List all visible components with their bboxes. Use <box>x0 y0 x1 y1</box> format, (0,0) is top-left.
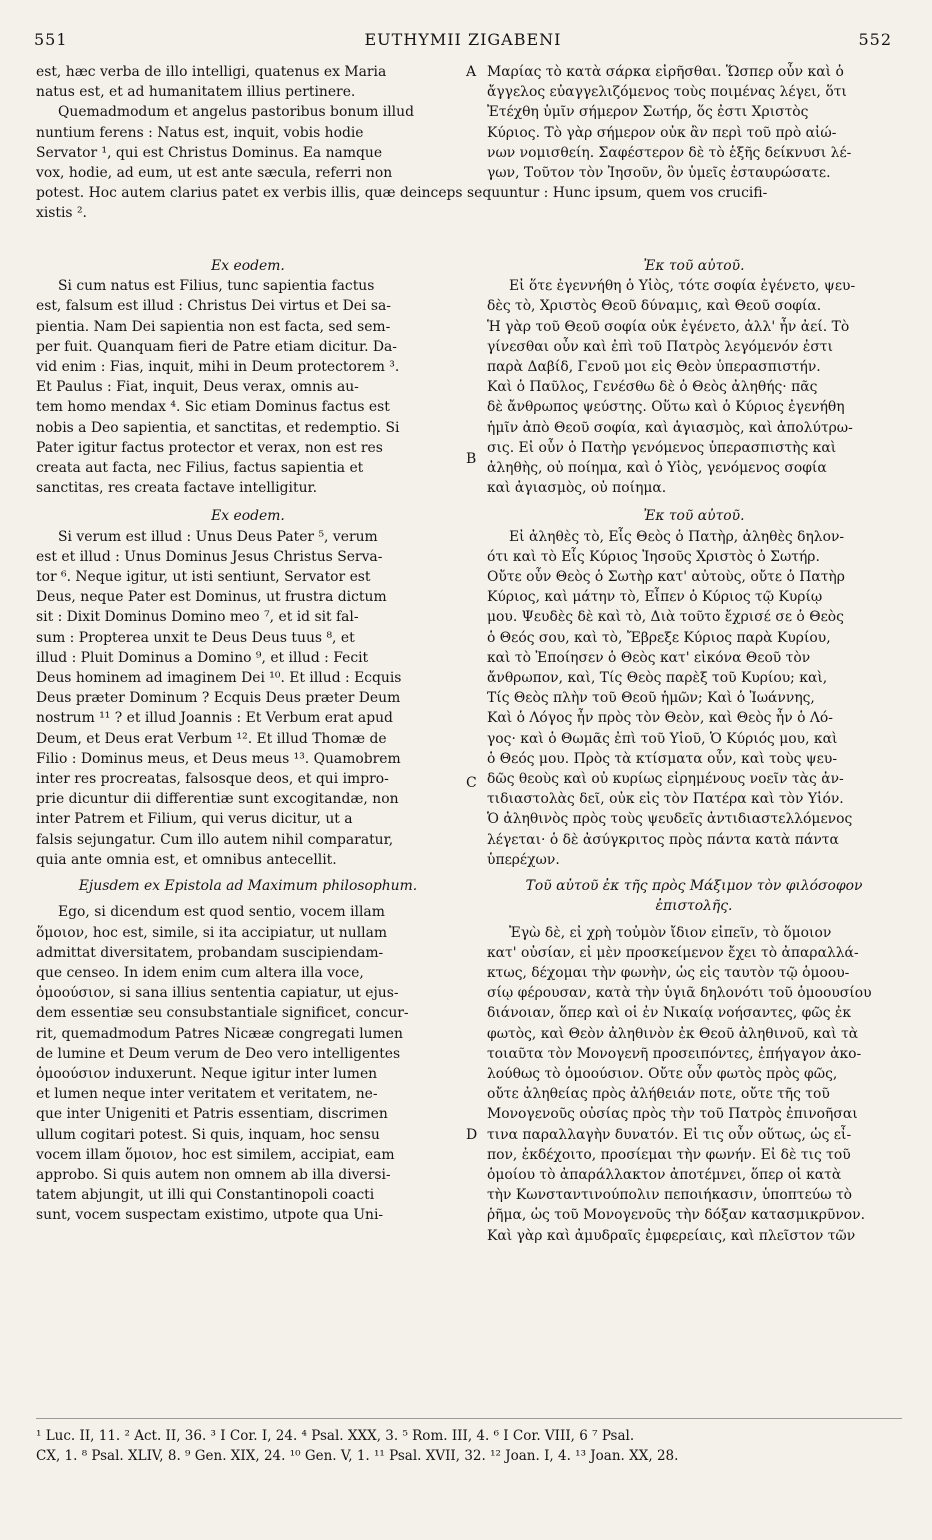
text-line: Pater igitur factus protector et verax, non est res <box>36 439 383 456</box>
text-line: inter Patrem et Filium, qui verus dicitur, ut a <box>36 811 353 828</box>
text-line: ῥῆμα, ὡς τοῦ Μονογενοῦς τὴν δόξαν κατασμικρῦνον. <box>487 1207 866 1224</box>
section-heading: Ἐκ τοῦ αὐτοῦ. <box>643 508 745 525</box>
text-line: illud : Pluit Dominus a Domino ⁹, et illud : Fecit <box>36 649 369 666</box>
section-heading: ἐπιστολῆς. <box>655 898 733 915</box>
section-heading: Ἐκ τοῦ αὐτοῦ. <box>643 258 745 274</box>
text-line: tatem abjungit, ut illi qui Constantinopoli coacti <box>36 1187 375 1204</box>
text-line: que censeo. In idem enim cum altera illa voce, <box>36 964 364 981</box>
text-line: que inter Unigeniti et Patris essentiam, discrimen <box>36 1106 388 1123</box>
text-line: Deus, neque Pater est Dominus, ut frustra dictum <box>36 589 387 606</box>
section-heading: Ex eodem. <box>211 508 285 525</box>
text-line: Deus hominem ad imaginem Dei ¹⁰. Et illud : Ecquis <box>36 670 402 687</box>
page-number-right: 552 <box>858 30 892 49</box>
text-line: Deum, et Deus erat Verbum ¹². Et illud Thomæ de <box>36 730 387 747</box>
text-line: est et illud : Unus Dominus Jesus Christus Serva- <box>36 548 383 565</box>
margin-marker-c: C <box>466 775 477 791</box>
text-line: σίῳ φέρουσαν, κατὰ τὴν ὑγιᾶ δηλονότι τοῦ ὁμοουσίου <box>487 985 872 1002</box>
text-line: inter res procreatas, falsosque deos, et qui impro- <box>36 771 389 788</box>
text-line: vox, hodie, ad eum, ut est ante sæcula, referri non <box>36 165 393 182</box>
text-line: tor ⁶. Neque igitur, ut isti sentiunt, Servator est <box>36 569 371 586</box>
text-line: Μονογενοῦς οὐσίας πρὸς τὴν τοῦ Πατρὸς ἐπινοῆσαι <box>487 1106 858 1123</box>
text-line: τοιαῦτα τὸν Μονογενῆ προσειπόντες, ἐπήγαγον ἀκο- <box>487 1045 862 1062</box>
section-heading: Τοῦ αὐτοῦ ἐκ τῆς πρὸς Μάξιμον τὸν φιλόσοφον <box>525 878 863 895</box>
text-line: et lumen neque inter veritatem et veritatem, ne- <box>36 1086 378 1103</box>
text-line: γος· καὶ ὁ Θωμᾶς ἐπὶ τοῦ Υἱοῦ, Ὁ Κύριός μου, καὶ <box>487 730 838 747</box>
text-line: καὶ ἁγιασμὸς, οὐ ποίημα. <box>487 480 667 497</box>
running-header <box>34 30 892 56</box>
text-line: νων νομισθείη. Σαφέστερον δὲ τὸ ἑξῆς δείκνυσι λέ- <box>487 144 852 161</box>
text-line: Ἐγὼ δὲ, εἰ χρὴ τοὐμὸν ἴδιον εἰπεῖν, τὸ ὅμοιον <box>509 924 832 941</box>
text-line: Deus præter Dominum ? Ecquis Deus præter Deum <box>36 690 401 707</box>
footnotes <box>36 1426 902 1466</box>
text-line: δὲ ἄνθρωπος ψεύστης. Οὕτω καὶ ὁ Κύριος ἐγενήθη <box>487 399 845 416</box>
text-line: κατ' οὐσίαν, εἰ μὲν προσκείμενον ἔχει τὸ ἀπαραλλά- <box>487 944 859 961</box>
text-line: πον, ἐκδέχοιτο, προσίεμαι τὴν φωνήν. Εἰ δὲ τις τοῦ <box>487 1146 851 1163</box>
footnote-rule <box>36 1418 902 1419</box>
text-line: est, hæc verba de illo intelligi, quatenus ex Maria <box>36 64 387 80</box>
text-line: xistis ². <box>36 205 87 222</box>
text-line: sit : Dixit Dominus Domino meo ⁷, et id sit fal- <box>36 609 359 626</box>
section-heading: Ejusdem ex Epistola ad Maximum philosophum. <box>78 878 418 895</box>
text-line: Εἰ ὅτε ἐγεννήθη ὁ Υἱὸς, τότε σοφία ἐγένετο, ψευ- <box>509 278 856 295</box>
full-width-block <box>36 183 902 223</box>
text-line: Καὶ ὁ Λόγος ἦν πρὸς τὸν Θεὸν, καὶ Θεὸς ἦν ὁ Λό- <box>487 710 833 727</box>
text-line: ἀληθὴς, οὐ ποίημα, καὶ ὁ Υἱὸς, γενόμενος σοφία <box>487 460 827 477</box>
text-line: Τίς Θεὸς πλὴν τοῦ Θεοῦ ἡμῶν; Καὶ ὁ Ἰωάννης, <box>487 690 815 707</box>
text-line: δὲς τὸ, Χριστὸς Θεοῦ δύναμις, καὶ Θεοῦ σοφία. <box>487 298 822 315</box>
greek-column <box>487 256 901 1246</box>
text-line: λούθως τὸ ὁμοούσιον. Οὔτε οὖν φωτὸς πρὸς φῶς, <box>487 1065 838 1082</box>
text-line: natus est, et ad humanitatem illius pertinere. <box>36 84 356 101</box>
text-line: quia ante omnia est, et omnibus antecellit. <box>36 851 337 868</box>
margin-marker-a: A <box>466 64 477 80</box>
text-line: admittat diversitatem, probandam suscipiendam- <box>36 944 384 961</box>
text-line: διάνοιαν, ὅπερ καὶ οἱ ἐν Νικαίᾳ νοήσαντες, φῶς ἐκ <box>487 1005 852 1022</box>
text-line: dem essentiæ seu consubstantiale significet, concur- <box>36 1005 409 1022</box>
text-line: tem homo mendax ⁴. Sic etiam Dominus factus est <box>36 399 390 416</box>
text-line: Κύριος, καὶ μάτην τὸ, Εἶπεν ὁ Κύριος τῷ Κυρίῳ <box>487 589 823 606</box>
page-number-left: 551 <box>34 30 68 49</box>
text-line: per fuit. Quanquam fieri de Patre etiam dicitur. Da- <box>36 338 398 355</box>
text-line: δῶς θεοὺς καὶ οὐ κυρίως εἰρημένους νοεῖν τὰς ἀν- <box>487 771 844 788</box>
text-line: sum : Propterea unxit te Deus Deus tuus ⁸, et <box>36 629 355 646</box>
text-line: τιδιαστολὰς δεῖ, οὐκ εἰς τὸν Πατέρα καὶ τὸν Υἱόν. <box>487 791 844 808</box>
text-line: vid enim : Fias, inquit, mihi in Deum protectorem ³. <box>36 359 400 376</box>
text-line: Et Paulus : Fiat, inquit, Deus verax, omnis au- <box>36 379 359 396</box>
text-line: Quemadmodum et angelus pastoribus bonum illud <box>58 104 414 121</box>
margin-marker-b: B <box>466 451 477 467</box>
text-line: τινα παραλλαγὴν δυνατόν. Εἰ τις οὖν οὕτως, ὡς εἶ- <box>487 1126 852 1143</box>
text-line: ὁ Θεός σου, καὶ τὸ, Ἔβρεξε Κύριος παρὰ Κυρίου, <box>487 629 831 646</box>
text-line: approbo. Si quis autem non omnem ab illa diversi- <box>36 1166 391 1183</box>
text-line: Ἡ γὰρ τοῦ Θεοῦ σοφία οὐκ ἐγένετο, ἀλλ' ἦν ἀεί. Τὸ <box>487 318 850 335</box>
greek-top-block <box>487 62 901 183</box>
text-line: παρὰ Δαβίδ, Γενοῦ μοι εἰς Θεὸν ὑπερασπιστήν. <box>487 359 821 376</box>
section-heading: Ex eodem. <box>211 258 285 274</box>
text-line: Ἐτέχθη ὑμῖν σήμερον Σωτήρ, ὅς ἐστι Χριστὸς <box>487 104 809 121</box>
text-line: pientia. Nam Dei sapientia non est facta, sed sem- <box>36 318 391 335</box>
text-line: Servator ¹, qui est Christus Dominus. Ea namque <box>36 144 383 161</box>
text-line: γων, Τοῦτον τὸν Ἰησοῦν, ὃν ὑμεῖς ἐσταυρώσατε. <box>487 165 831 182</box>
text-line: Si verum est illud : Unus Deus Pater ⁵, verum <box>58 528 378 545</box>
text-line: creata aut facta, nec Filius, factus sapientia et <box>36 460 364 477</box>
text-line: sunt, vocem suspectam existimo, utpote qua Uni- <box>36 1207 384 1224</box>
text-line: sanctitas, res creata factave intelligitur. <box>36 480 318 497</box>
text-line: Κύριος. Τὸ γὰρ σήμερον οὐκ ἂν περὶ τοῦ πρὸ αἰώ- <box>487 124 837 141</box>
text-line: de lumine et Deum verum de Deo vero intelligentes <box>36 1045 401 1062</box>
text-line: ullum cogitari potest. Si quis, inquam, hoc sensu <box>36 1126 380 1143</box>
text-line: φωτὸς, καὶ Θεὸν ἀληθινὸν ἐκ Θεοῦ ἀληθινοῦ, καὶ τὰ <box>487 1025 859 1042</box>
latin-top-block <box>36 62 460 183</box>
text-line: οὔτε ἀληθείας πρὸς ἀλήθειάν ποτε, οὔτε τῆς τοῦ <box>487 1086 830 1103</box>
running-title: EUTHYMII ZIGABENI <box>364 30 562 49</box>
footnote-line: ¹ Luc. II, 11. ² Act. II, 36. ³ I Cor. I, 24. ⁴ Psal. XXX, 3. ⁵ Rom. III, 4. ⁶ I Cor. VIII, 6 ⁷ Psal. <box>36 1428 635 1444</box>
text-line: ότι καὶ τὸ Εἷς Κύριος Ἰησοῦς Χριστὸς ὁ Σωτήρ. <box>487 548 820 565</box>
text-line: ὅμοιον, hoc est, simile, si ita accipiatur, ut nullam <box>36 924 388 941</box>
text-line: nobis a Deo sapientia, et sanctitas, et redemptio. Si <box>36 419 400 436</box>
text-line: ὁμοούσιον induxerunt. Neque igitur inter lumen <box>36 1065 378 1082</box>
text-line: ὁ Θεός μου. Πρὸς τὰ κτίσματα οὖν, καὶ τοὺς ψευ- <box>487 750 838 767</box>
text-line: Καὶ γὰρ καὶ ἀμυδραῖς ἐμφερείαις, καὶ πλεῖστον τῶν <box>487 1227 856 1244</box>
text-line: Καὶ ὁ Παῦλος, Γενέσθω δὲ ὁ Θεὸς ἀληθής· πᾶς <box>487 379 818 396</box>
text-line: potest. Hoc autem clarius patet ex verbis illis, quæ deinceps sequuntur : Hunc ipsum, quem vos crucifi- <box>36 185 768 201</box>
text-line: ὁμοούσιον, si sana illius sententia capiatur, ut ejus- <box>36 985 399 1002</box>
text-line: prie dicuntur dii differentiæ sunt excogitandæ, non <box>36 791 399 808</box>
text-line: Μαρίας τὸ κατὰ σάρκα εἰρῆσθαι. Ὥσπερ οὖν καὶ ὁ <box>487 64 844 80</box>
text-line: γίνεσθαι οὖν καὶ ἐπὶ τοῦ Πατρὸς λεγόμενόν ἐστι <box>487 338 833 355</box>
text-line: Ego, si dicendum est quod sentio, vocem illam <box>58 904 385 921</box>
text-line: ὁμοίου τὸ ἀπαράλλακτον ἀποτέμνει, ὅπερ οἱ κατὰ <box>487 1166 842 1183</box>
text-line: nuntium ferens : Natus est, inquit, vobis hodie <box>36 124 364 141</box>
margin-marker-d: D <box>466 1127 478 1143</box>
text-line: λέγεται· ὁ δὲ ἀσύγκριτος πρὸς πάντα κατὰ πάντα <box>487 831 839 848</box>
text-line: μου. Ψευδὲς δὲ καὶ τὸ, Διὰ τοῦτο ἔχρισέ σε ὁ Θεὸς <box>487 609 844 626</box>
text-line: κτως, δέχομαι τὴν φωνὴν, ὡς εἰς ταυτὸν τῷ ὁμοου- <box>487 964 850 981</box>
text-line: καὶ τὸ Ἐποίησεν ὁ Θεὸς κατ' εἰκόνα Θεοῦ τὸν <box>487 649 811 666</box>
text-line: nostrum ¹¹ ? et illud Joannis : Et Verbum erat apud <box>36 710 393 727</box>
text-line: Si cum natus est Filius, tunc sapientia factus <box>58 278 375 295</box>
text-line: est, falsum est illud : Christus Dei virtus et Dei sa- <box>36 298 391 315</box>
text-line: vocem illam ὅμοιον, hoc est similem, accipiat, eam <box>36 1146 395 1163</box>
text-line: Οὔτε οὖν Θεὸς ὁ Σωτὴρ κατ' αὐτοὺς, οὔτε ὁ Πατὴρ <box>487 569 845 586</box>
text-line: ὑπερέχων. <box>487 851 560 868</box>
text-line: Εἰ ἀληθὲς τὸ, Εἷς Θεὸς ὁ Πατὴρ, ἀληθὲς δηλον- <box>509 528 845 545</box>
text-line: τὴν Κωνσταντινούπολιν πεποιήκασιν, ὑποπτεύω τὸ <box>487 1187 853 1204</box>
text-line: ἄγγελος εὐαγγελιζόμενος τοὺς ποιμένας λέγει, ὅτι <box>487 84 847 101</box>
text-line: rit, quemadmodum Patres Nicææ congregati lumen <box>36 1025 403 1042</box>
text-line: ἡμῖν ἀπὸ Θεοῦ σοφία, καὶ ἁγιασμὸς, καὶ ἀπολύτρω- <box>487 419 853 436</box>
latin-column <box>36 256 460 1226</box>
text-line: Filio : Dominus meus, et Deus meus ¹³. Quamobrem <box>36 750 401 767</box>
text-line: falsis sejungatur. Cum illo autem nihil comparatur, <box>36 831 394 848</box>
footnote-line: CX, 1. ⁸ Psal. XLIV, 8. ⁹ Gen. XIX, 24. ¹⁰ Gen. V, 1. ¹¹ Psal. XVII, 32. ¹² Joan. I, 4. ¹³ Joan. XX, 28. <box>36 1448 679 1464</box>
text-line: σις. Εἰ οὖν ὁ Πατὴρ γενόμενος ὑπερασπιστὴς καὶ <box>487 439 837 456</box>
text-line: ἄνθρωπον, καὶ, Τίς Θεὸς παρὲξ τοῦ Κυρίου; καὶ, <box>487 670 828 687</box>
text-line: Ὁ ἀληθινὸς πρὸς τοὺς ψευδεῖς ἀντιδιαστελλόμενος <box>487 811 853 828</box>
